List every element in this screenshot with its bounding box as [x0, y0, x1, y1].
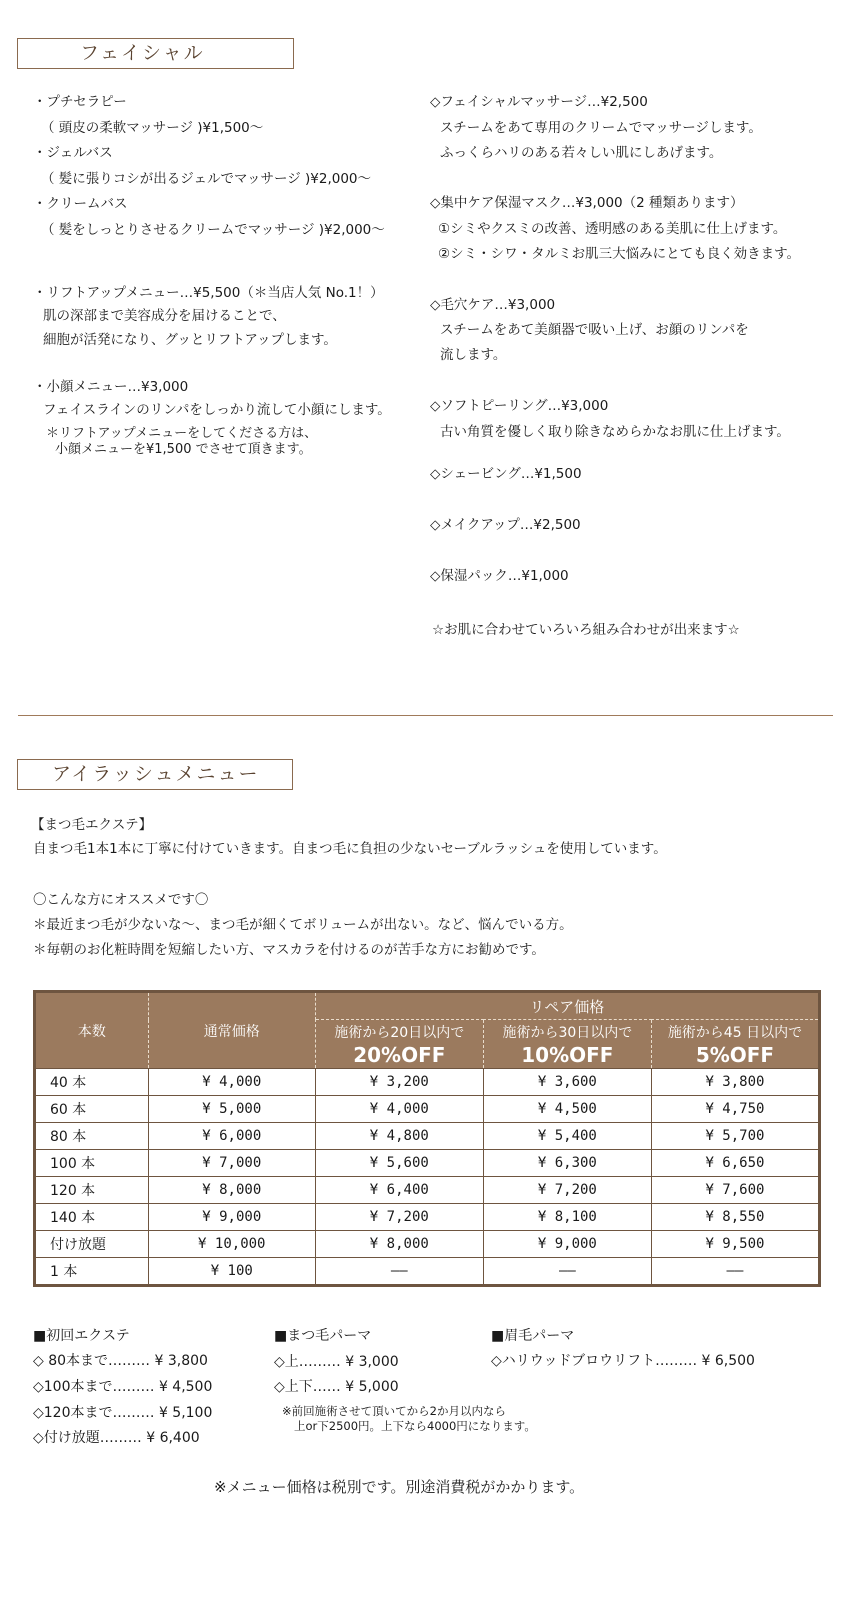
facial-item: ・クリームバス: [33, 196, 128, 212]
cell-repair-45: ¥ 3,800: [651, 1069, 819, 1096]
facial-item: ◇メイクアップ…¥2,500: [430, 517, 581, 533]
cell-count: 120 本: [35, 1177, 149, 1204]
repair-discount: 20%OFF: [353, 1043, 446, 1067]
cell-regular: ¥ 7,000: [148, 1150, 315, 1177]
cell-count: 80 本: [35, 1123, 149, 1150]
cell-count: 40 本: [35, 1069, 149, 1096]
table-row: [35, 1231, 820, 1258]
cell-repair-30: ¥ 3,600: [483, 1069, 651, 1096]
facial-item-detail: スチームをあて美顔器で吸い上げ、お顔のリンパを: [440, 322, 749, 338]
cell-count: 1 本: [35, 1258, 149, 1286]
cell-regular: ¥ 8,000: [148, 1177, 315, 1204]
eyelash-heading: 【まつ毛エクステ】: [31, 817, 153, 833]
cell-repair-20: ――: [315, 1258, 483, 1286]
cell-repair-30: ¥ 9,000: [483, 1231, 651, 1258]
facial-item-detail: 肌の深部まで美容成分を届けることで、: [43, 308, 286, 324]
first-ext-item: ◇付け放題……… ¥ 6,400: [33, 1430, 200, 1446]
eyelash-description: 自まつ毛1本1本に丁寧に付けていきます。自まつ毛に負担の少ないセーブルラッシュを使用しています。: [33, 841, 667, 857]
cell-regular: ¥ 4,000: [148, 1069, 315, 1096]
eyelash-title-text: アイラッシュメニュー: [52, 763, 260, 785]
eyelash-recommend-heading: 〇こんな方にオススメです〇: [33, 892, 209, 908]
cell-repair-45: ¥ 7,600: [651, 1177, 819, 1204]
cell-repair-20: ¥ 8,000: [315, 1231, 483, 1258]
facial-item: ◇ソフトピーリング…¥3,000: [430, 398, 609, 414]
cell-repair-20: ¥ 4,800: [315, 1123, 483, 1150]
header-repair-45: [651, 1020, 819, 1069]
lash-perm-item: ◇上下…… ¥ 5,000: [274, 1379, 399, 1395]
cell-repair-30: ¥ 8,100: [483, 1204, 651, 1231]
repair-period: 施術から20日以内で: [334, 1025, 465, 1041]
cell-regular: ¥ 100: [148, 1258, 315, 1286]
cell-repair-45: ¥ 9,500: [651, 1231, 819, 1258]
table-row: [35, 1069, 820, 1096]
facial-item-detail: 細胞が活発になり、グッとリフトアップします。: [43, 332, 337, 348]
table-row: [35, 1150, 820, 1177]
lash-perm-note: 上or下2500円。上下なら4000円になります。: [294, 1419, 536, 1433]
repair-period: 施術から45 日以内で: [667, 1025, 803, 1041]
cell-count: 60 本: [35, 1096, 149, 1123]
brow-perm-item: ◇ハリウッドブロウリフト……… ¥ 6,500: [491, 1353, 755, 1369]
tax-note: ※メニュー価格は税別です。別途消費税がかかります。: [214, 1478, 585, 1496]
header-count: 本数: [35, 992, 149, 1069]
cell-repair-45: ――: [651, 1258, 819, 1286]
facial-section-title: [17, 38, 294, 69]
eyelash-recommend-item: ＊毎朝のお化粧時間を短縮したい方、マスカラを付けるのが苦手な方にお勧めです。: [33, 942, 545, 958]
header-repair-20: [315, 1020, 483, 1069]
lash-perm-item: ◇上……… ¥ 3,000: [274, 1354, 399, 1370]
cell-regular: ¥ 6,000: [148, 1123, 315, 1150]
facial-item-detail: （ 髪に張りコシが出るジェルでマッサージ )¥2,000～: [41, 171, 372, 187]
facial-item: ◇シェービング…¥1,500: [430, 466, 582, 482]
facial-combo-note: ☆お肌に合わせていろいろ組み合わせが出来ます☆: [432, 622, 740, 638]
facial-item-detail: （ 髪をしっとりさせるクリームでマッサージ )¥2,000～: [41, 222, 385, 238]
cell-repair-30: ¥ 6,300: [483, 1150, 651, 1177]
header-repair-price: リペア価格: [315, 992, 819, 1020]
facial-item-note: 小顔メニューを¥1,500 でさせて頂きます。: [55, 442, 312, 457]
cell-repair-45: ¥ 8,550: [651, 1204, 819, 1231]
cell-regular: ¥ 9,000: [148, 1204, 315, 1231]
eyelash-recommend-item: ＊最近まつ毛が少ないな～、まつ毛が細くてボリュームが出ない。など、悩んでいる方。: [33, 917, 573, 933]
facial-item: ・プチセラピー: [33, 94, 127, 110]
header-regular-price: 通常価格: [148, 992, 315, 1069]
facial-item-detail: 古い角質を優しく取り除きなめらかなお肌に仕上げます。: [440, 424, 790, 440]
table-row: [35, 1123, 820, 1150]
cell-repair-20: ¥ 4,000: [315, 1096, 483, 1123]
repair-discount: 10%OFF: [521, 1043, 614, 1067]
facial-item: ◇フェイシャルマッサージ…¥2,500: [430, 94, 648, 110]
facial-item-detail: （ 頭皮の柔軟マッサージ )¥1,500～: [41, 120, 264, 136]
facial-item-detail: フェイスラインのリンパをしっかり流して小顔にします。: [43, 402, 391, 418]
cell-repair-20: ¥ 3,200: [315, 1069, 483, 1096]
cell-repair-30: ――: [483, 1258, 651, 1286]
cell-repair-20: ¥ 7,200: [315, 1204, 483, 1231]
facial-item-detail: 流します。: [440, 347, 507, 363]
cell-regular: ¥ 10,000: [148, 1231, 315, 1258]
facial-item-detail: スチームをあて専用のクリームでマッサージします。: [440, 120, 762, 136]
cell-repair-20: ¥ 6,400: [315, 1177, 483, 1204]
header-repair-30: [483, 1020, 651, 1069]
cell-regular: ¥ 5,000: [148, 1096, 315, 1123]
cell-repair-20: ¥ 5,600: [315, 1150, 483, 1177]
cell-repair-30: ¥ 7,200: [483, 1177, 651, 1204]
facial-item: ◇保湿パック…¥1,000: [430, 568, 569, 584]
facial-title-text: フェイシャル: [80, 42, 205, 64]
facial-item-note: ＊リフトアップメニューをしてくださる方は、: [46, 426, 318, 441]
table-row: [35, 1204, 820, 1231]
facial-item-detail: ②シミ・シワ・タルミお肌三大悩みにとても良く効きます。: [438, 246, 801, 262]
eyelash-price-table: [33, 990, 821, 1287]
cell-count: 140 本: [35, 1204, 149, 1231]
cell-repair-45: ¥ 4,750: [651, 1096, 819, 1123]
brow-perm-title: ■眉毛パーマ: [491, 1328, 575, 1344]
facial-item: ◇集中ケア保湿マスク…¥3,000（2 種類あります）: [430, 195, 744, 211]
lash-perm-title: ■まつ毛パーマ: [274, 1328, 372, 1344]
facial-item-detail: ①シミやクスミの改善、透明感のある美肌に仕上げます。: [438, 221, 787, 237]
facial-item: ・リフトアップメニュー…¥5,500（＊当店人気 No.1！）: [33, 285, 384, 301]
facial-item: ◇毛穴ケア…¥3,000: [430, 297, 556, 313]
first-ext-item: ◇ 80本まで……… ¥ 3,800: [33, 1353, 208, 1369]
table-row: [35, 1258, 820, 1286]
first-ext-item: ◇120本まで……… ¥ 5,100: [33, 1405, 213, 1421]
first-ext-item: ◇100本まで……… ¥ 4,500: [33, 1379, 213, 1395]
repair-discount: 5%OFF: [695, 1043, 775, 1067]
lash-perm-note: ※前回施術させて頂いてから2か月以内なら: [282, 1404, 506, 1418]
cell-count: 付け放題: [35, 1231, 149, 1258]
facial-item: ・ジェルバス: [33, 145, 113, 161]
repair-period: 施術から30日以内で: [502, 1025, 633, 1041]
section-divider: [18, 715, 833, 716]
cell-repair-30: ¥ 5,400: [483, 1123, 651, 1150]
facial-item-detail: ふっくらハリのある若々しい肌にしあげます。: [440, 145, 723, 161]
eyelash-section-title: [17, 759, 293, 790]
cell-repair-45: ¥ 6,650: [651, 1150, 819, 1177]
facial-item: ・小顔メニュー…¥3,000: [33, 379, 189, 395]
cell-count: 100 本: [35, 1150, 149, 1177]
cell-repair-30: ¥ 4,500: [483, 1096, 651, 1123]
table-row: [35, 1177, 820, 1204]
first-ext-title: ■初回エクステ: [33, 1328, 130, 1344]
table-row: [35, 1096, 820, 1123]
cell-repair-45: ¥ 5,700: [651, 1123, 819, 1150]
